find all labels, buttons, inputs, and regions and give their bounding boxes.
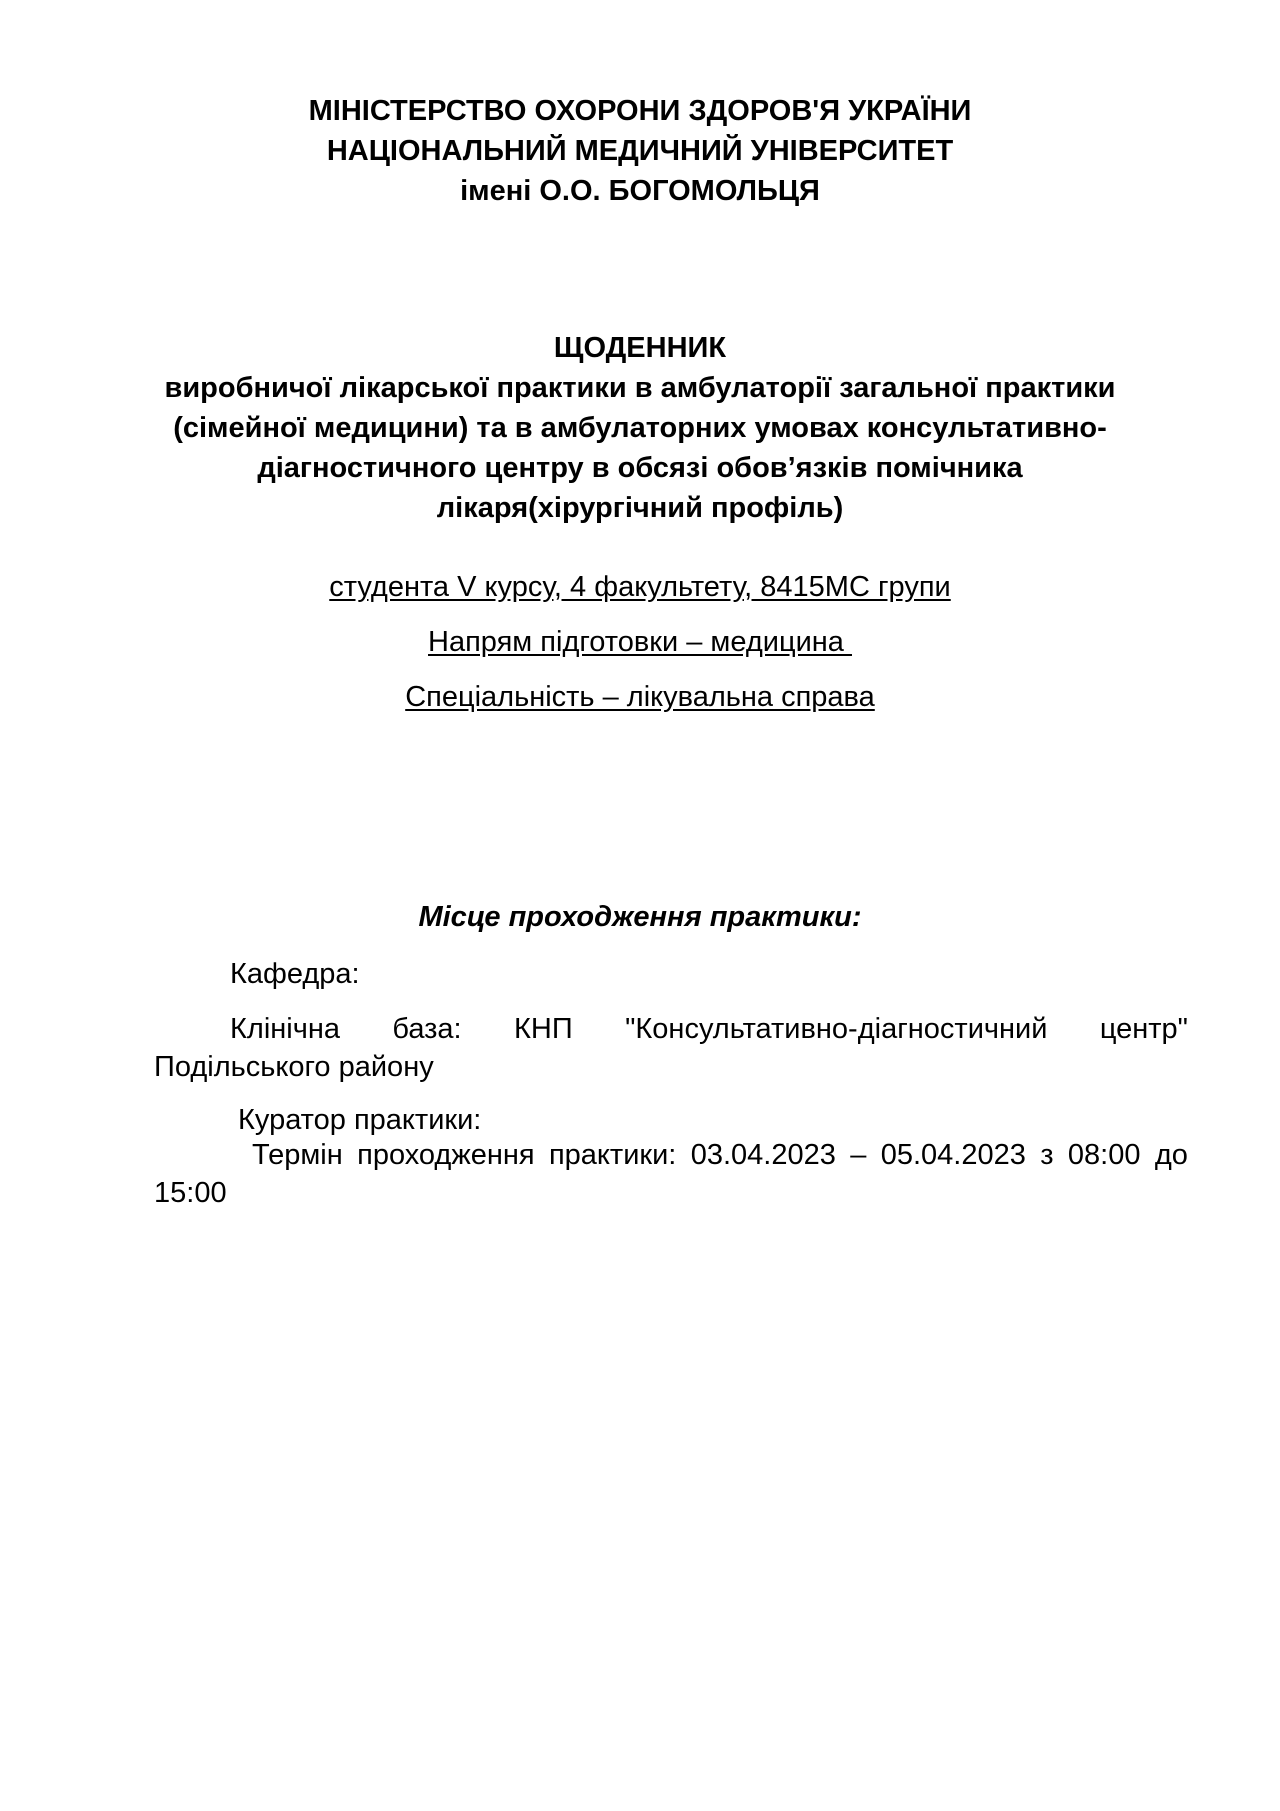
clinical-base-word: база:	[392, 1013, 462, 1045]
clinical-base-word: КНП	[514, 1013, 573, 1045]
training-direction	[0, 622, 1280, 662]
clinical-base-word: Клінічна	[230, 1013, 340, 1045]
clinical-base-word: центр"	[1099, 1013, 1188, 1045]
specialty-text: Спеціальність – лікувальна справа	[405, 681, 875, 713]
practice-place-heading: Місце проходження практики:	[418, 901, 862, 933]
diary-title: ЩОДЕННИК	[553, 332, 727, 364]
specialty	[0, 677, 1280, 717]
clinical-base-first-line	[154, 1010, 1188, 1048]
clinical-base-paragraph	[154, 1010, 1188, 1086]
term-word: до	[1154, 1139, 1188, 1171]
diary-subtitle-line-4: лікаря(хірургічний профіль)	[436, 492, 844, 524]
student-course-group	[0, 567, 1280, 607]
term-word: практики:	[548, 1139, 677, 1171]
term-word: 05.04.2023	[880, 1139, 1026, 1171]
curator-line	[154, 1101, 1188, 1139]
diary-subtitle-line-2: (сімейної медицини) та в амбулаторних умовах консультативно-	[173, 412, 1107, 444]
ministry-heading: МІНІСТЕРСТВО ОХОРОНИ ЗДОРОВ'Я УКРАЇНИ	[308, 95, 972, 127]
term-word: 03.04.2023	[690, 1139, 836, 1171]
university-heading: НАЦІОНАЛЬНИЙ МЕДИЧНИЙ УНІВЕРСИТЕТ	[326, 135, 954, 167]
training-direction-text: Напрям підготовки – медицина	[428, 626, 852, 658]
department-line	[154, 955, 1188, 993]
term-word: проходження	[357, 1139, 535, 1171]
university-named-after: імені О.О. БОГОМОЛЬЦЯ	[460, 175, 820, 207]
clinical-base-continuation: Подільського району	[154, 1051, 434, 1083]
clinical-base-word: "Консультативно-діагностичний	[625, 1013, 1048, 1045]
term-first-line	[154, 1136, 1188, 1174]
diary-subtitle-line-1: виробничої лікарської практики в амбулаторії загальної практики	[164, 372, 1116, 404]
term-word: з	[1040, 1139, 1054, 1171]
student-course-group-text: студента V курсу, 4 факультету, 8415МС групи	[329, 571, 951, 603]
term-continuation: 15:00	[154, 1177, 227, 1209]
term-word: Термін	[252, 1139, 343, 1171]
diary-subtitle-line-3: діагностичного центру в обсязі обов’язків помічника	[257, 452, 1023, 484]
term-word: –	[850, 1139, 867, 1171]
term-paragraph	[154, 1136, 1188, 1212]
department-label: Кафедра:	[230, 958, 360, 990]
curator-label: Куратор практики:	[238, 1104, 482, 1136]
term-word: 08:00	[1067, 1139, 1141, 1171]
